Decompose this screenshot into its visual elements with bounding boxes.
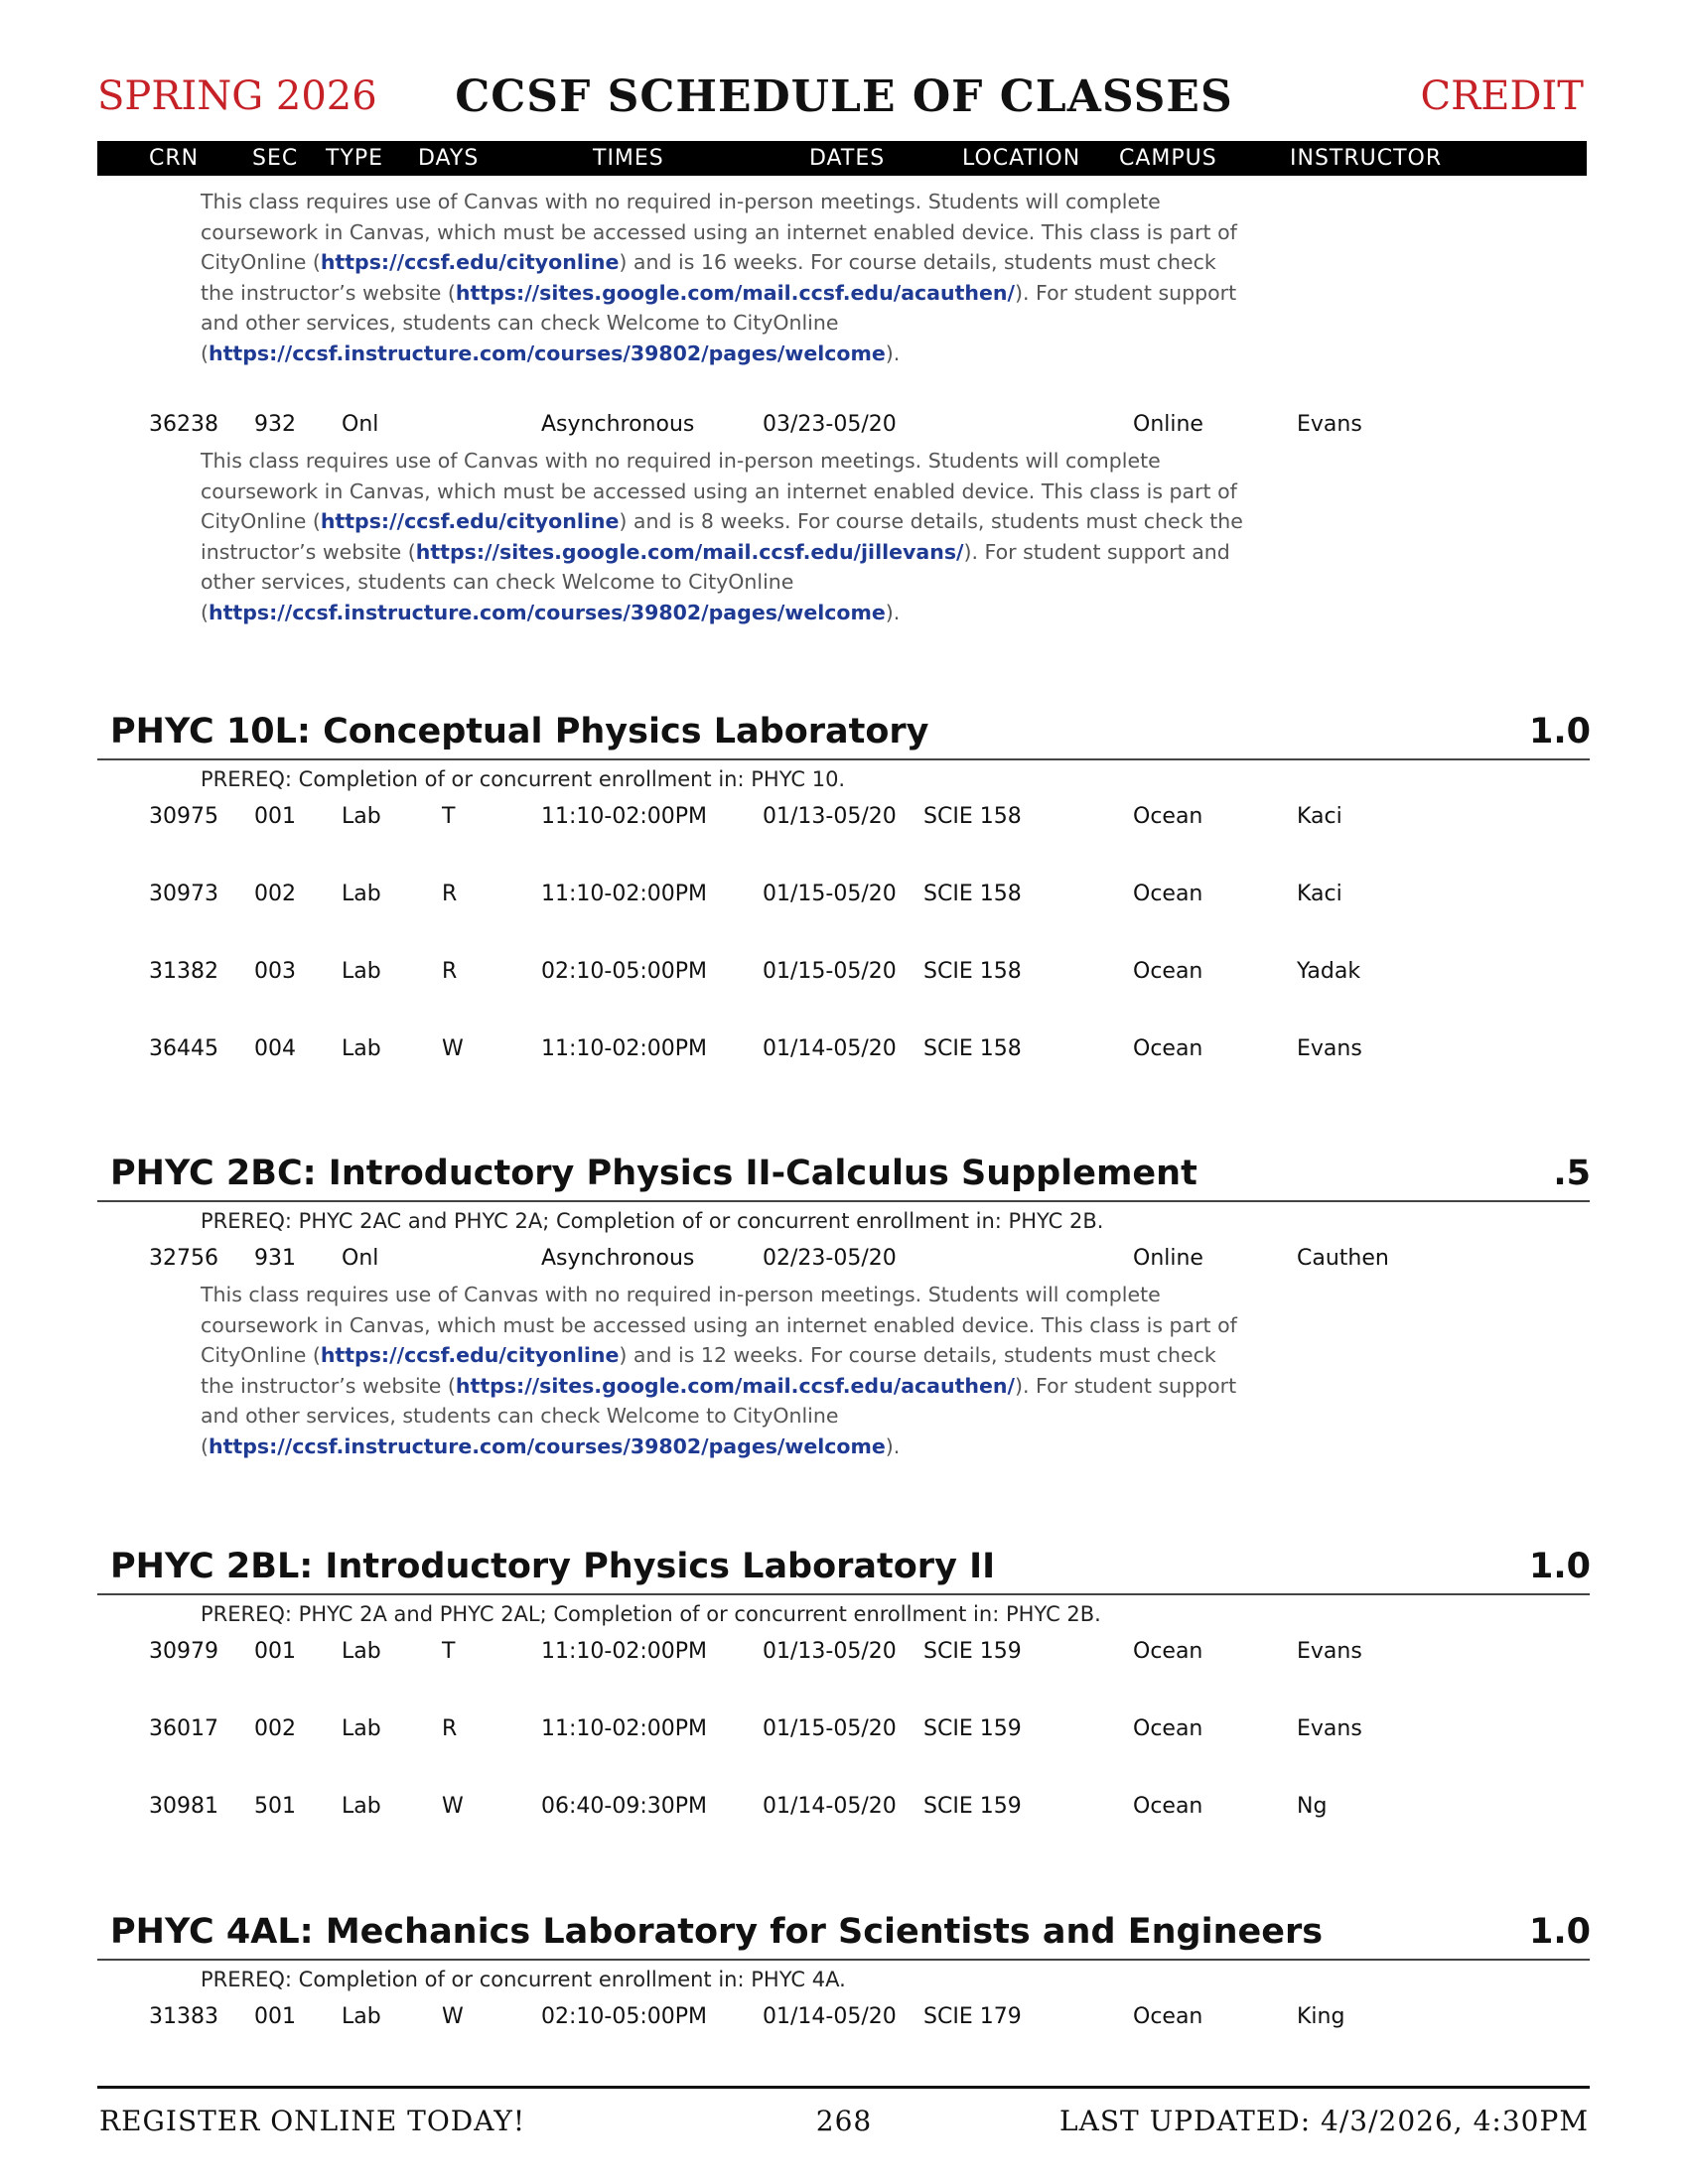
course-units: .5 (1553, 1154, 1591, 1193)
course-title: PHYC 4AL: Mechanics Laboratory for Scientists and Engineers (110, 1912, 1324, 1952)
col-instructor: INSTRUCTOR (1290, 146, 1443, 171)
table-row: 30975 001 Lab T 11:10-02:00PM 01/13-05/20 SCIE 158 Ocean Kaci (149, 804, 1342, 829)
col-crn: CRN (149, 146, 200, 171)
cityonline-link[interactable]: https://ccsf.edu/cityonline (320, 250, 620, 274)
course-units: 1.0 (1528, 1912, 1591, 1952)
instructor-website-link[interactable]: https://sites.google.com/mail.ccsf.edu/jillevans/ (415, 539, 964, 564)
col-dates: DATES (809, 146, 886, 171)
table-row: 36445 004 Lab W 11:10-02:00PM 01/14-05/20 SCIE 158 Ocean Evans (149, 1036, 1362, 1061)
column-header-bar (97, 141, 1587, 176)
prereq-text: PREREQ: Completion of or concurrent enrollment in: PHYC 10. (201, 767, 846, 791)
section-note: This class requires use of Canvas with no required in-person meetings. Students will complete coursework in Canvas, which must be accessed using an internet enabled device. This class is part of CityOnline (https://ccsf.edu/cityonline) and is 16 weeks. For course details, students must check the instructor’s website (https://sites.google.com/mail.ccsf.edu/acauthen/). For student support and other services, students can check Welcome to CityOnline (https://ccsf.instructure.com/courses/39802/pages/welcome). (201, 190, 1237, 365)
divider (97, 758, 1590, 760)
table-row: 30973 002 Lab R 11:10-02:00PM 01/15-05/20 SCIE 158 Ocean Kaci (149, 882, 1342, 906)
course-units: 1.0 (1528, 1547, 1591, 1586)
page-number: 268 (815, 2105, 873, 2137)
col-campus: CAMPUS (1119, 146, 1217, 171)
instructor-website-link[interactable]: https://sites.google.com/mail.ccsf.edu/acauthen/ (455, 1373, 1015, 1398)
table-row: 30979 001 Lab T 11:10-02:00PM 01/13-05/20 SCIE 159 Ocean Evans (149, 1639, 1362, 1664)
table-row: 30981 501 Lab W 06:40-09:30PM 01/14-05/20 SCIE 159 Ocean Ng (149, 1794, 1328, 1819)
table-row: 36238 932 Onl Asynchronous 03/23-05/20 Online Evans (149, 412, 1362, 437)
footer-register-text: REGISTER ONLINE TODAY! (99, 2105, 526, 2137)
footer-divider (97, 2086, 1590, 2089)
course-title: PHYC 10L: Conceptual Physics Laboratory (110, 712, 929, 751)
col-sec: SEC (252, 146, 299, 171)
term-label: SPRING 2026 (97, 73, 377, 119)
col-type: TYPE (326, 146, 384, 171)
course-title: PHYC 2BC: Introductory Physics II-Calculus Supplement (110, 1154, 1197, 1193)
table-row: 31383 001 Lab W 02:10-05:00PM 01/14-05/20 SCIE 179 Ocean King (149, 2004, 1345, 2029)
col-times: TIMES (593, 146, 664, 171)
category-label: CREDIT (1420, 73, 1584, 119)
welcome-link[interactable]: https://ccsf.instructure.com/courses/39802/pages/welcome (209, 1433, 886, 1458)
divider (97, 1593, 1590, 1595)
welcome-link[interactable]: https://ccsf.instructure.com/courses/39802/pages/welcome (209, 341, 886, 365)
divider (97, 1200, 1590, 1202)
footer-last-updated: LAST UPDATED: 4/3/2026, 4:30PM (1059, 2105, 1589, 2137)
table-row: 36017 002 Lab R 11:10-02:00PM 01/15-05/20 SCIE 159 Ocean Evans (149, 1716, 1362, 1741)
table-row: 32756 931 Onl Asynchronous 02/23-05/20 Online Cauthen (149, 1246, 1389, 1271)
prereq-text: PREREQ: Completion of or concurrent enrollment in: PHYC 4A. (201, 1968, 846, 1991)
col-location: LOCATION (962, 146, 1081, 171)
col-days: DAYS (418, 146, 480, 171)
cityonline-link[interactable]: https://ccsf.edu/cityonline (320, 1343, 620, 1367)
course-title: PHYC 2BL: Introductory Physics Laboratory II (110, 1547, 996, 1586)
prereq-text: PREREQ: PHYC 2A and PHYC 2AL; Completion of or concurrent enrollment in: PHYC 2B. (201, 1602, 1101, 1626)
page-title: CCSF SCHEDULE OF CLASSES (455, 71, 1233, 122)
welcome-link[interactable]: https://ccsf.instructure.com/courses/39802/pages/welcome (209, 600, 886, 624)
instructor-website-link[interactable]: https://sites.google.com/mail.ccsf.edu/acauthen/ (455, 280, 1015, 305)
divider (97, 1959, 1590, 1961)
cityonline-link[interactable]: https://ccsf.edu/cityonline (320, 509, 620, 533)
prereq-text: PREREQ: PHYC 2AC and PHYC 2A; Completion of or concurrent enrollment in: PHYC 2B. (201, 1209, 1104, 1233)
table-row: 31382 003 Lab R 02:10-05:00PM 01/15-05/20 SCIE 158 Ocean Yadak (149, 959, 1361, 984)
course-units: 1.0 (1528, 712, 1591, 751)
section-note: This class requires use of Canvas with no required in-person meetings. Students will complete coursework in Canvas, which must be accessed using an internet enabled device. This class is part of CityOnline (https://ccsf.edu/cityonline) and is 12 weeks. For course details, students must check the instructor’s website (https://sites.google.com/mail.ccsf.edu/acauthen/). For student support and other services, students can check Welcome to CityOnline (https://ccsf.instructure.com/courses/39802/pages/welcome). (201, 1283, 1237, 1458)
section-note: This class requires use of Canvas with no required in-person meetings. Students will complete coursework in Canvas, which must be accessed using an internet enabled device. This class is part of CityOnline (https://ccsf.edu/cityonline) and is 8 weeks. For course details, students must check the instructor’s website (https://sites.google.com/mail.ccsf.edu/jillevans/). For student support and other services, students can check Welcome to CityOnline (https://ccsf.instructure.com/courses/39802/pages/welcome). (201, 449, 1243, 624)
